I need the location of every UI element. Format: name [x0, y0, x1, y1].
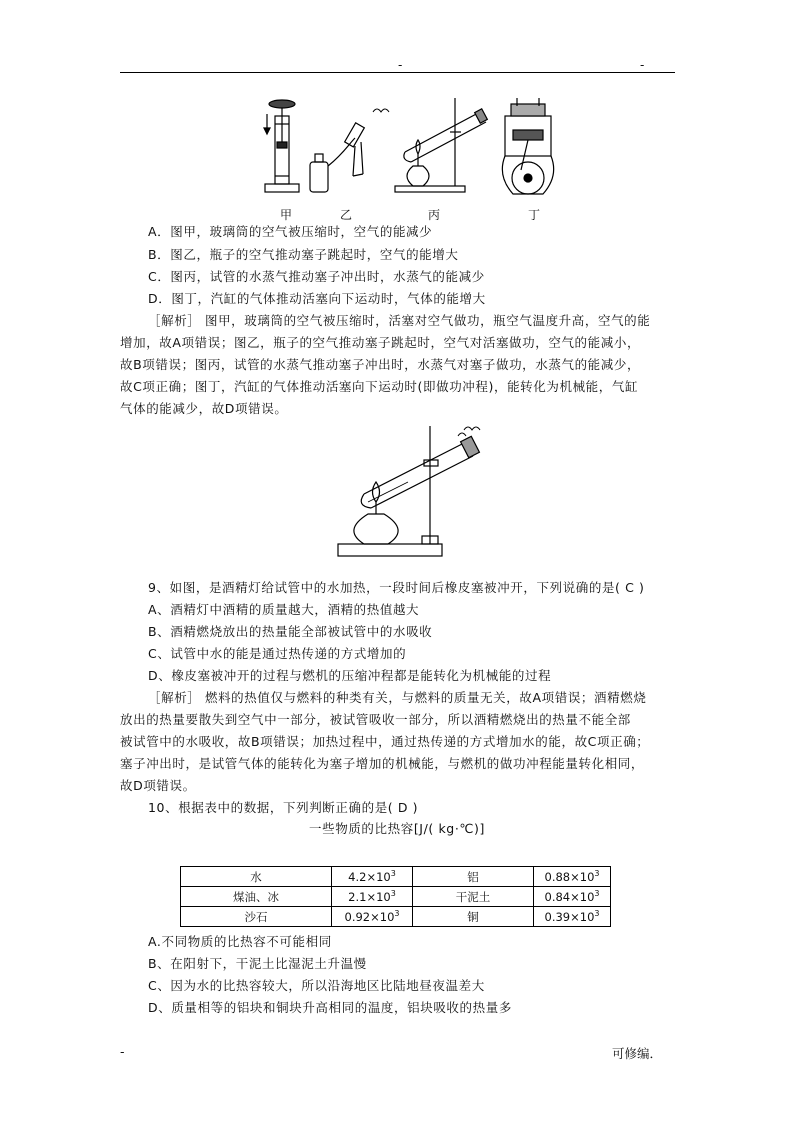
figure-label-jia: 甲: [280, 208, 293, 222]
apparatus-figure: [255, 94, 555, 206]
q9-analysis-line: 故D项错误。: [120, 778, 196, 793]
table-cell: 铜: [413, 907, 534, 927]
header-dash-left: -: [398, 58, 403, 72]
q9-option-a: A、酒精灯中酒精的质量越大，酒精的热值越大: [148, 602, 420, 617]
footer-dash: -: [120, 1044, 125, 1059]
q8-analysis-line: ［解析］ 图甲，玻璃筒的空气被压缩时，活塞对空气做功，瓶空气温度升高，空气的能: [148, 313, 651, 328]
q8-analysis-line: 增加，故A项错误；图乙，瓶子的空气推动塞子跳起时，空气对活塞做功，空气的能减小，: [120, 335, 641, 350]
table-cell: 煤油、冰: [181, 887, 332, 907]
table-caption: 一些物质的比热容[J/( kg·℃)]: [309, 821, 485, 836]
header-rule: [120, 72, 675, 73]
footer-editable-note: 可修编．: [612, 1046, 663, 1061]
specific-heat-table: [180, 866, 611, 927]
q9-analysis-line: 塞子冲出时，是试管气体的能转化为塞子增加的机械能，与燃机的做功冲程能量转化相同，: [120, 756, 645, 771]
table-cell: $0.84\times 10^3$: [534, 887, 611, 907]
table-cell: 铝: [413, 867, 534, 887]
q8-analysis-line: 故B项错误；图丙，试管的水蒸气推动塞子冲出时，水蒸气对塞子做功，水蒸气的能减少，: [120, 357, 641, 372]
q9-option-b: B、酒精燃烧放出的热量能全部被试管中的水吸收: [148, 624, 433, 639]
q9-analysis-line: 放出的热量要散失到空气中一部分，被试管吸收一部分，所以酒精燃烧出的热量不能全部: [120, 712, 631, 727]
table-row: [181, 867, 611, 887]
q10-option-d: D、质量相等的铝块和铜块升高相同的温度，铝块吸收的热量多: [148, 1000, 512, 1015]
table-cell: 干泥土: [413, 887, 534, 907]
table-cell: $2.1\times 10^3$: [332, 887, 413, 907]
q8-option-a: A．图甲，玻璃筒的空气被压缩时，空气的能减少: [148, 224, 433, 239]
header-dash-right: -: [640, 58, 645, 72]
q9-analysis-line: 被试管中的水吸收，故B项错误；加热过程中，通过热传递的方式增加水的能，故C项正确；: [120, 734, 650, 749]
table-cell: $0.92\times 10^3$: [332, 907, 413, 927]
q9-option-d: D、橡皮塞被冲开的过程与燃机的压缩冲程都是能转化为机械能的过程: [148, 668, 552, 683]
table-cell: $4.2\times 10^3$: [332, 867, 413, 887]
q10-option-b: B、在阳射下，干泥土比湿泥土升温慢: [148, 956, 367, 971]
alcohol-lamp-figure: [334, 422, 494, 564]
q10-option-c: C、因为水的比热容较大，所以沿海地区比陆地昼夜温差大: [148, 978, 485, 993]
q8-option-d: D．图丁，汽缸的气体推动活塞向下运动时，气体的能增大: [148, 291, 486, 306]
table-cell: $0.39\times 10^3$: [534, 907, 611, 927]
table-cell: 水: [181, 867, 332, 887]
q9-analysis-line: ［解析］ 燃料的热值仅与燃料的种类有关，与燃料的质量无关，故A项错误；酒精燃烧: [148, 690, 647, 705]
table-row: [181, 887, 611, 907]
q10-option-a: A.不同物质的比热容不可能相同: [148, 934, 332, 949]
q8-analysis-line: 故C项正确；图丁，汽缸的气体推动活塞向下运动时(即做功冲程)，能转化为机械能，气缸: [120, 379, 639, 394]
q8-analysis-line: 气体的能减少，故D项错误。: [120, 401, 288, 416]
table-cell: 沙石: [181, 907, 332, 927]
figure-label-bing: 丙: [428, 208, 441, 222]
q8-option-b: B．图乙，瓶子的空气推动塞子跳起时，空气的能增大: [148, 247, 459, 262]
q10-stem: 10、根据表中的数据，下列判断正确的是( D ): [148, 800, 419, 815]
q9-option-c: C、试管中水的能是通过热传递的方式增加的: [148, 646, 407, 661]
table-row: [181, 907, 611, 927]
figure-label-yi: 乙: [340, 208, 353, 222]
q9-stem: 9、如图，是酒精灯给试管中的水加热，一段时间后橡皮塞被冲开，下列说确的是( C ): [148, 580, 645, 595]
table-cell: $0.88\times 10^3$: [534, 867, 611, 887]
figure-label-ding: 丁: [528, 208, 541, 222]
q8-option-c: C．图丙，试管的水蒸气推动塞子冲出时，水蒸气的能减少: [148, 269, 485, 284]
